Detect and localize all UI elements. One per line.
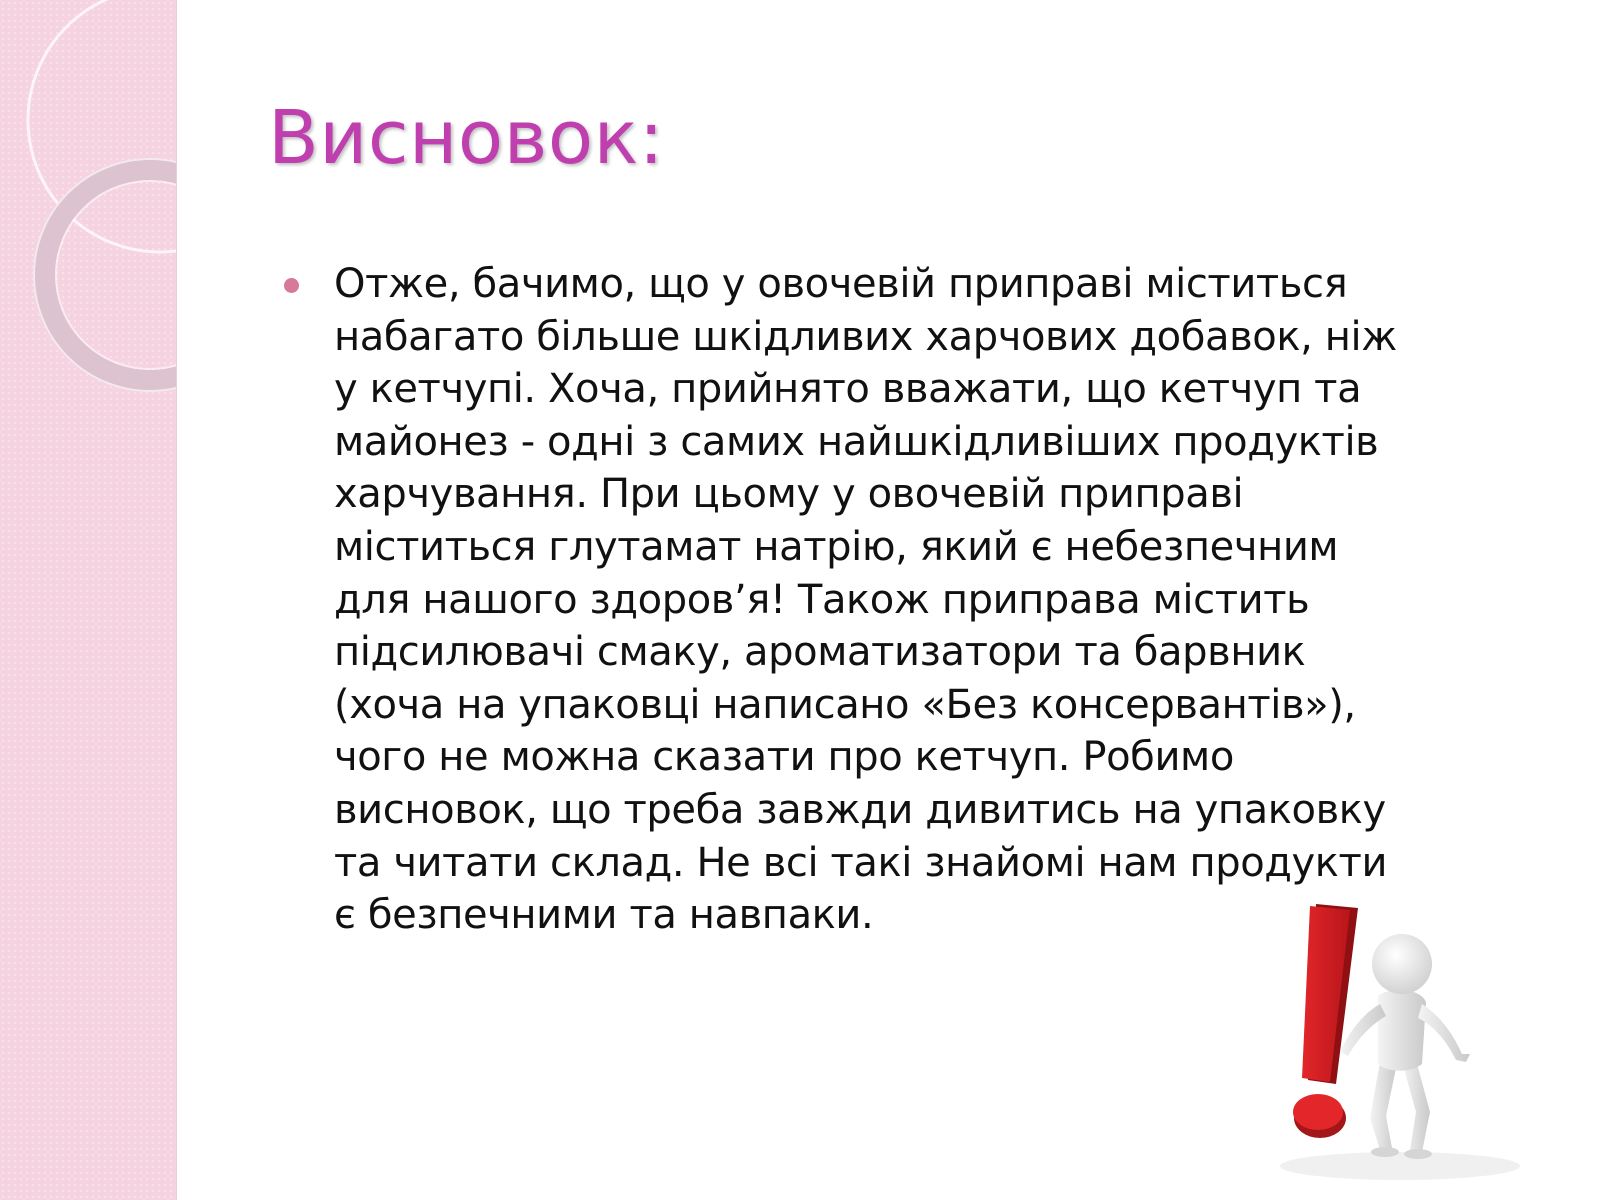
slide-title: Висновок: <box>268 95 665 181</box>
paragraph-line: підсилювачі смаку, ароматизатори та барвник <box>334 629 1306 676</box>
paragraph-line: міститься глутамат натрію, який є небезпечним <box>334 523 1339 570</box>
decorative-rings-icon <box>0 0 176 1200</box>
paragraph-line: чого не можна сказати про кетчуп. Робимо <box>334 734 1234 781</box>
paragraph-line: є безпечними та навпаки. <box>334 892 874 939</box>
paragraph-line: для нашого здоров’я! Також приправа містить <box>334 576 1310 623</box>
paragraph-line: набагато більше шкідливих харчових добавок, ніж <box>334 313 1397 360</box>
bullet-item <box>284 258 1544 942</box>
paragraph-line: та читати склад. Не всі такі знайомі нам продукти <box>334 839 1388 886</box>
decorative-side-strip <box>0 0 177 1200</box>
bullet-dot-icon <box>284 278 299 293</box>
paragraph-line: у кетчупі. Хоча, прийнято вважати, що кетчуп та <box>334 366 1362 413</box>
paragraph-line: (хоча на упаковці написано «Без консервантів»), <box>334 681 1356 728</box>
paragraph-line: майонез - одні з самих найшкідливіших продуктів <box>334 418 1379 465</box>
paragraph-line: Отже, бачимо, що у овочевій приправі міститься <box>334 261 1348 307</box>
paragraph-line: харчування. При цьому у овочевій приправі <box>334 471 1244 518</box>
slide-body <box>284 258 1544 942</box>
exclamation-figure-icon <box>1230 904 1540 1200</box>
bullet-paragraph <box>334 258 1544 942</box>
paragraph-line: висновок, що треба завжди дивитись на упаковку <box>334 786 1386 833</box>
